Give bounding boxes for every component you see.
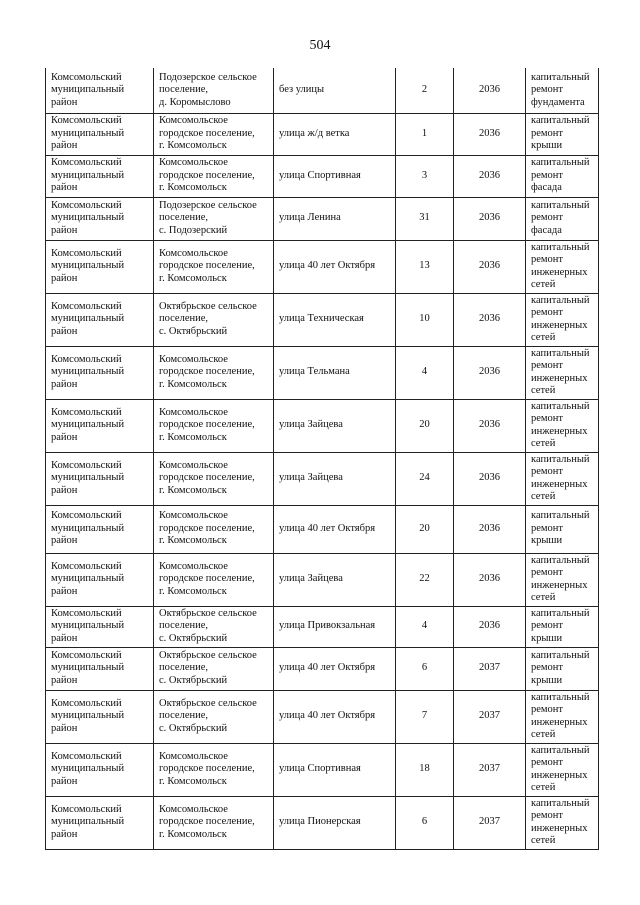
- street-cell: улица Спортивная: [274, 743, 396, 796]
- year-cell: 2036: [454, 240, 526, 293]
- street-cell: улица ж/д ветка: [274, 113, 396, 155]
- work-type-cell: капитальный ремонт крыши: [526, 606, 599, 647]
- work-type-cell: капитальный ремонт инженерных сетей: [526, 743, 599, 796]
- settlement-cell: Октябрьское сельское поселение, с. Октябрьский: [154, 606, 274, 647]
- table-row: [46, 553, 599, 606]
- settlement-cell: Комсомольское городское поселение, г. Комсомольск: [154, 796, 274, 849]
- work-type-cell: капитальный ремонт инженерных сетей: [526, 452, 599, 505]
- table-row: [46, 113, 599, 155]
- settlement-cell: Комсомольское городское поселение, г. Комсомольск: [154, 155, 274, 197]
- street-cell: улица Зайцева: [274, 452, 396, 505]
- year-cell: 2037: [454, 743, 526, 796]
- settlement-cell: Подозерское сельское поселение, д. Коромыслово: [154, 68, 274, 113]
- district-cell: Комсомольский муниципальный район: [46, 647, 154, 690]
- house-number-cell: 4: [396, 346, 454, 399]
- settlement-cell: Комсомольское городское поселение, г. Комсомольск: [154, 113, 274, 155]
- street-cell: улица Спортивная: [274, 155, 396, 197]
- table-row: [46, 452, 599, 505]
- work-type-cell: капитальный ремонт инженерных сетей: [526, 240, 599, 293]
- table-row: [46, 399, 599, 452]
- house-number-cell: 6: [396, 647, 454, 690]
- street-cell: улица Ленина: [274, 197, 396, 240]
- year-cell: 2036: [454, 553, 526, 606]
- year-cell: 2036: [454, 452, 526, 505]
- house-number-cell: 7: [396, 690, 454, 743]
- table-row: [46, 647, 599, 690]
- district-cell: Комсомольский муниципальный район: [46, 68, 154, 113]
- table-row: [46, 197, 599, 240]
- district-cell: Комсомольский муниципальный район: [46, 113, 154, 155]
- year-cell: 2036: [454, 293, 526, 346]
- settlement-cell: Комсомольское городское поселение, г. Комсомольск: [154, 553, 274, 606]
- district-cell: Комсомольский муниципальный район: [46, 155, 154, 197]
- district-cell: Комсомольский муниципальный район: [46, 690, 154, 743]
- house-number-cell: 24: [396, 452, 454, 505]
- house-number-cell: 10: [396, 293, 454, 346]
- page-number: 504: [309, 38, 331, 53]
- work-type-cell: капитальный ремонт инженерных сетей: [526, 293, 599, 346]
- year-cell: 2037: [454, 647, 526, 690]
- street-cell: без улицы: [274, 68, 396, 113]
- year-cell: 2036: [454, 113, 526, 155]
- table-row: [46, 240, 599, 293]
- year-cell: 2037: [454, 796, 526, 849]
- street-cell: улица Тельмана: [274, 346, 396, 399]
- table-row: [46, 606, 599, 647]
- house-number-cell: 6: [396, 796, 454, 849]
- district-cell: Комсомольский муниципальный район: [46, 452, 154, 505]
- district-cell: Комсомольский муниципальный район: [46, 796, 154, 849]
- street-cell: улица Привокзальная: [274, 606, 396, 647]
- year-cell: 2036: [454, 68, 526, 113]
- table-row: [46, 796, 599, 849]
- settlement-cell: Октябрьское сельское поселение, с. Октябрьский: [154, 690, 274, 743]
- district-cell: Комсомольский муниципальный район: [46, 505, 154, 553]
- house-number-cell: 20: [396, 399, 454, 452]
- year-cell: 2036: [454, 606, 526, 647]
- street-cell: улица Пионерская: [274, 796, 396, 849]
- house-number-cell: 4: [396, 606, 454, 647]
- street-cell: улица 40 лет Октября: [274, 240, 396, 293]
- house-number-cell: 2: [396, 68, 454, 113]
- district-cell: Комсомольский муниципальный район: [46, 743, 154, 796]
- settlement-cell: Комсомольское городское поселение, г. Комсомольск: [154, 452, 274, 505]
- settlement-cell: Октябрьское сельское поселение, с. Октябрьский: [154, 647, 274, 690]
- district-cell: Комсомольский муниципальный район: [46, 346, 154, 399]
- table-row: [46, 505, 599, 553]
- work-type-cell: капитальный ремонт крыши: [526, 647, 599, 690]
- table-row: [46, 68, 599, 113]
- work-type-cell: капитальный ремонт фасада: [526, 155, 599, 197]
- year-cell: 2036: [454, 197, 526, 240]
- house-number-cell: 20: [396, 505, 454, 553]
- district-cell: Комсомольский муниципальный район: [46, 606, 154, 647]
- street-cell: улица 40 лет Октября: [274, 690, 396, 743]
- work-type-cell: капитальный ремонт инженерных сетей: [526, 690, 599, 743]
- work-type-cell: капитальный ремонт инженерных сетей: [526, 346, 599, 399]
- year-cell: 2036: [454, 155, 526, 197]
- settlement-cell: Комсомольское городское поселение, г. Комсомольск: [154, 346, 274, 399]
- year-cell: 2036: [454, 505, 526, 553]
- district-cell: Комсомольский муниципальный район: [46, 197, 154, 240]
- house-number-cell: 1: [396, 113, 454, 155]
- house-number-cell: 3: [396, 155, 454, 197]
- table-row: [46, 293, 599, 346]
- work-type-cell: капитальный ремонт фундамента: [526, 68, 599, 113]
- house-number-cell: 13: [396, 240, 454, 293]
- work-type-cell: капитальный ремонт инженерных сетей: [526, 399, 599, 452]
- repair-schedule-table: [45, 68, 599, 850]
- street-cell: улица 40 лет Октября: [274, 505, 396, 553]
- house-number-cell: 22: [396, 553, 454, 606]
- settlement-cell: Подозерское сельское поселение, с. Подозерский: [154, 197, 274, 240]
- street-cell: улица 40 лет Октября: [274, 647, 396, 690]
- settlement-cell: Комсомольское городское поселение, г. Комсомольск: [154, 505, 274, 553]
- settlement-cell: Комсомольское городское поселение, г. Комсомольск: [154, 399, 274, 452]
- settlement-cell: Комсомольское городское поселение, г. Комсомольск: [154, 743, 274, 796]
- work-type-cell: капитальный ремонт крыши: [526, 113, 599, 155]
- table-row: [46, 346, 599, 399]
- settlement-cell: Октябрьское сельское поселение, с. Октябрьский: [154, 293, 274, 346]
- work-type-cell: капитальный ремонт инженерных сетей: [526, 553, 599, 606]
- work-type-cell: капитальный ремонт фасада: [526, 197, 599, 240]
- street-cell: улица Техническая: [274, 293, 396, 346]
- year-cell: 2036: [454, 346, 526, 399]
- work-type-cell: капитальный ремонт инженерных сетей: [526, 796, 599, 849]
- house-number-cell: 31: [396, 197, 454, 240]
- district-cell: Комсомольский муниципальный район: [46, 240, 154, 293]
- table-row: [46, 743, 599, 796]
- street-cell: улица Зайцева: [274, 399, 396, 452]
- year-cell: 2036: [454, 399, 526, 452]
- table-row: [46, 690, 599, 743]
- settlement-cell: Комсомольское городское поселение, г. Комсомольск: [154, 240, 274, 293]
- table-row: [46, 155, 599, 197]
- district-cell: Комсомольский муниципальный район: [46, 293, 154, 346]
- street-cell: улица Зайцева: [274, 553, 396, 606]
- district-cell: Комсомольский муниципальный район: [46, 399, 154, 452]
- work-type-cell: капитальный ремонт крыши: [526, 505, 599, 553]
- house-number-cell: 18: [396, 743, 454, 796]
- district-cell: Комсомольский муниципальный район: [46, 553, 154, 606]
- year-cell: 2037: [454, 690, 526, 743]
